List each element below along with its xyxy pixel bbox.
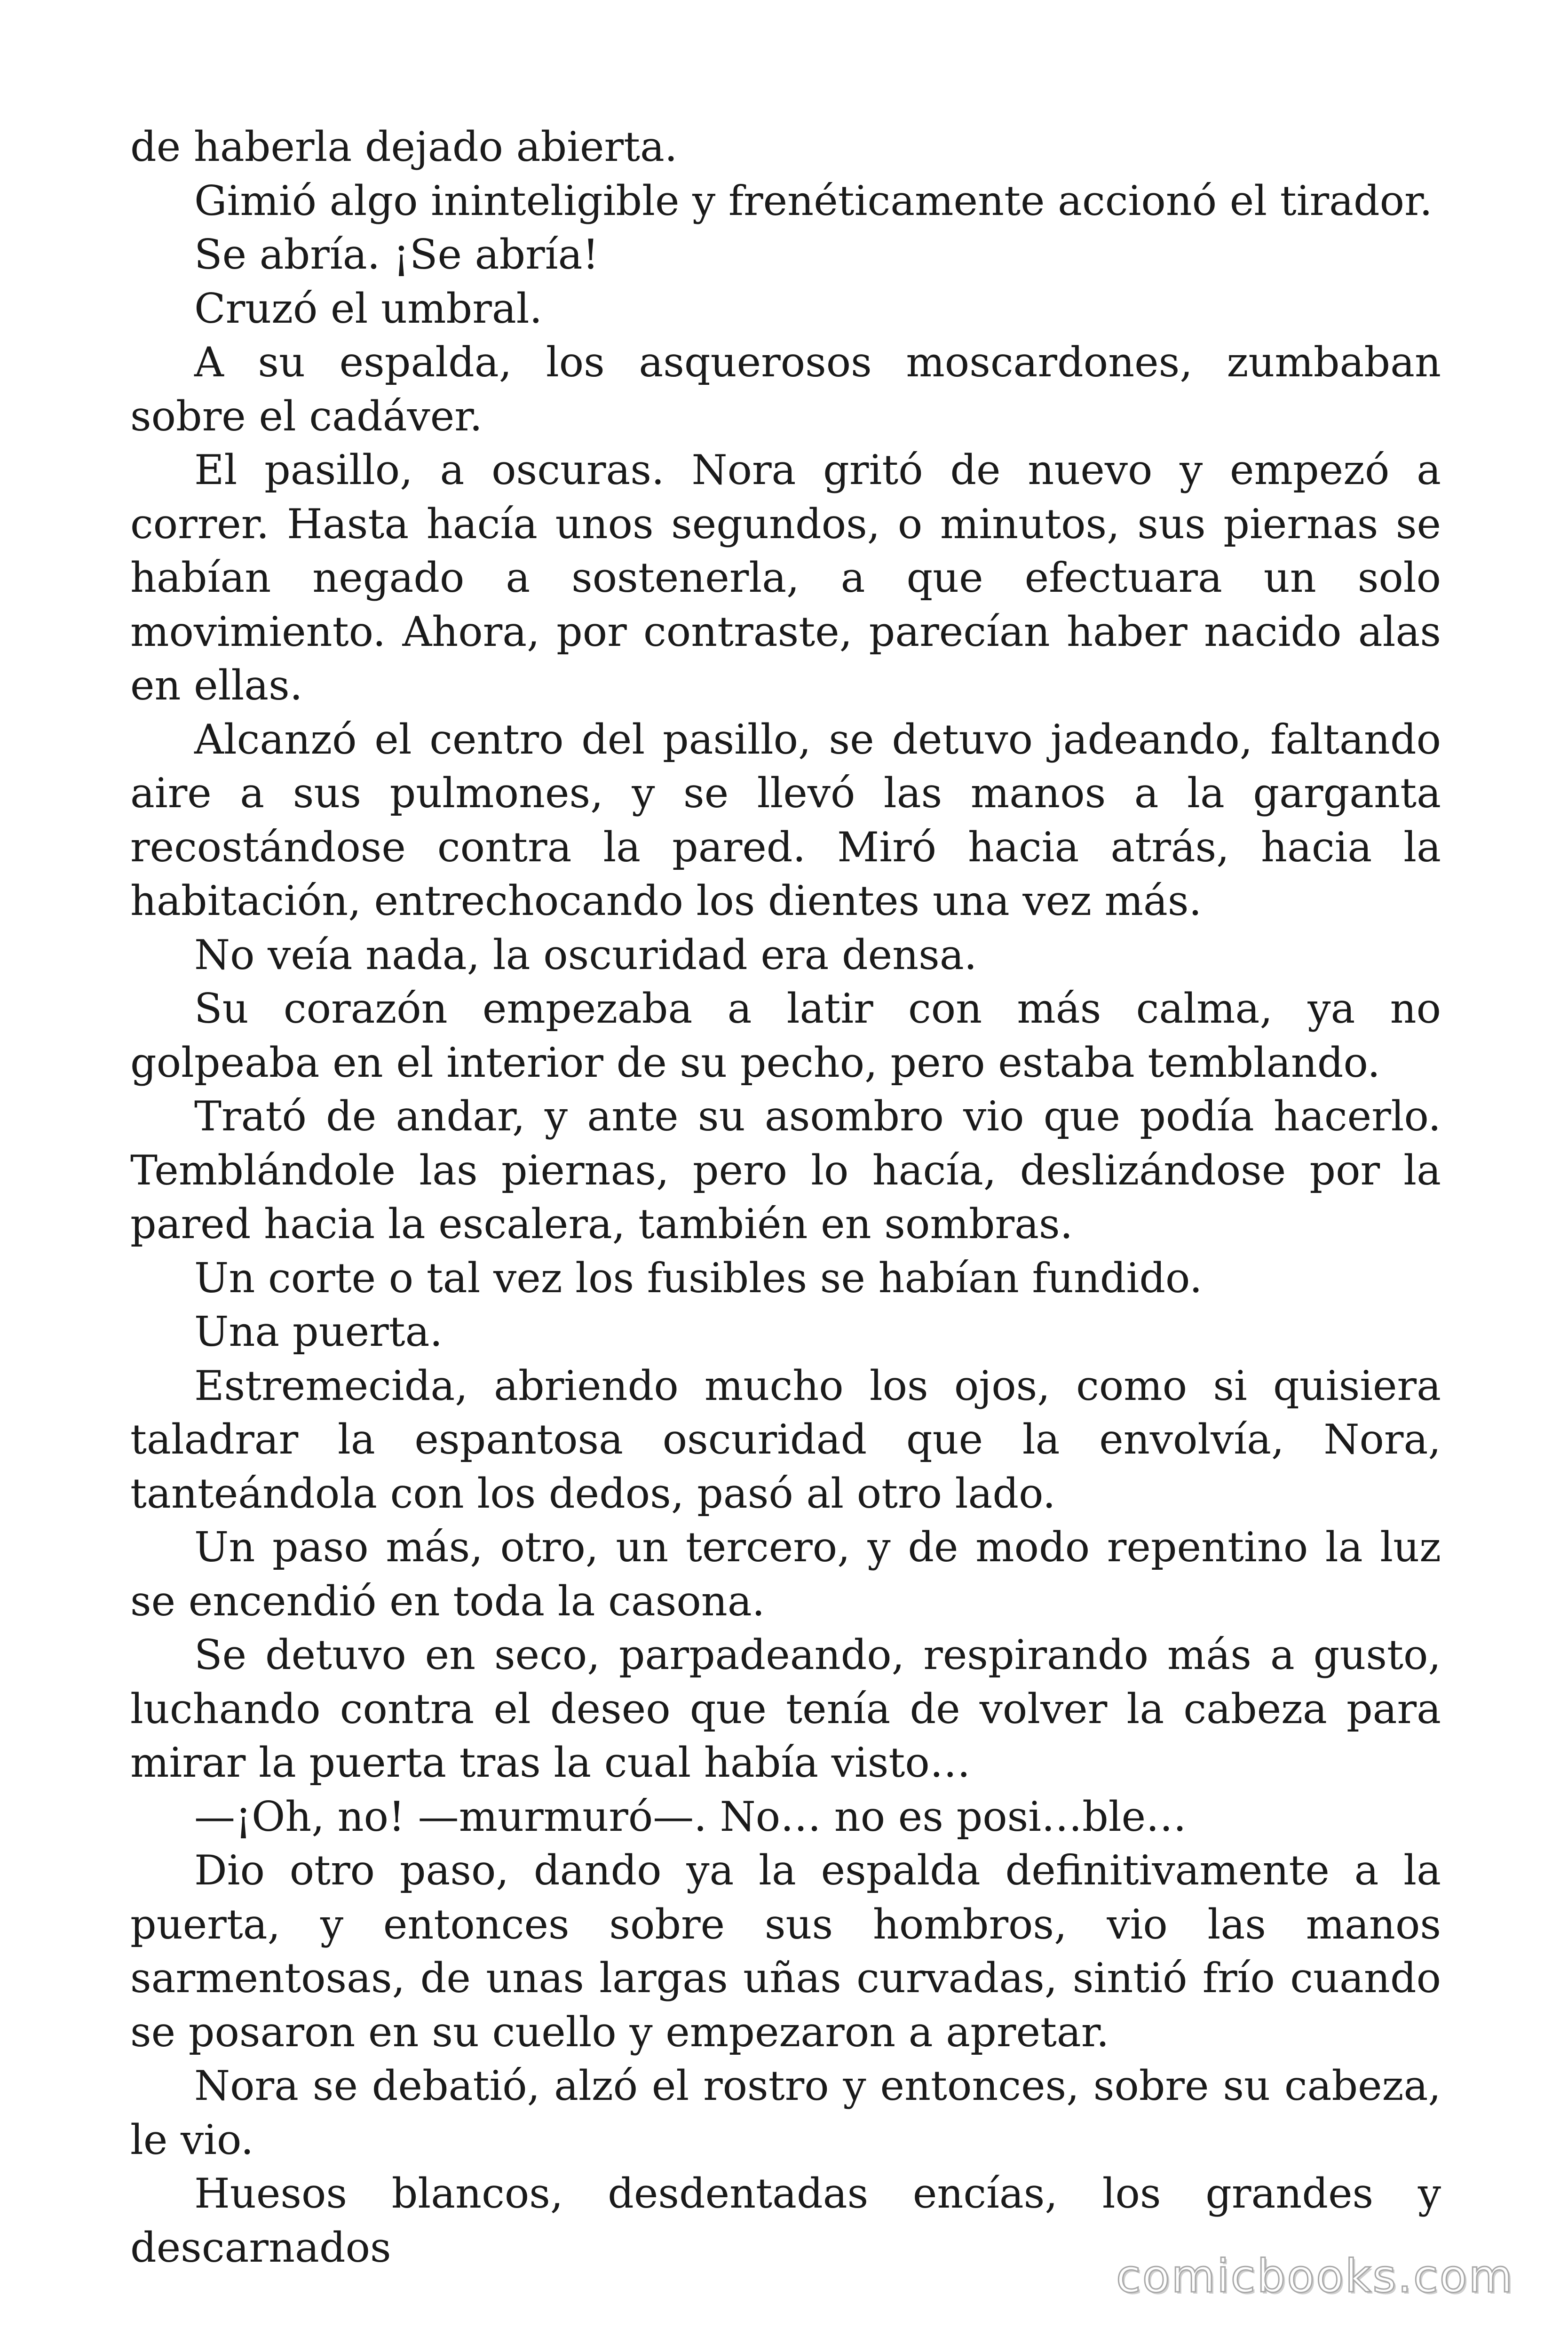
paragraph-4: Cruzó el umbral. bbox=[194, 284, 543, 333]
paragraph-14: Un paso más, otro, un tercero, y de modo repentino la luz se encendió en toda la casona. bbox=[130, 1523, 1441, 1625]
paragraph-9: Su corazón empezaba a latir con más calma, ya no golpeaba en el interior de su pecho, pero estaba temblando. bbox=[130, 985, 1441, 1087]
paragraph-15: Se detuvo en seco, parpadeando, respirando más a gusto, luchando contra el deseo que tenía de volver la cabeza para mirar la puerta tras la cual había visto… bbox=[130, 1631, 1441, 1787]
paragraph-2: Gimió algo ininteligible y frenéticamente accionó el tirador. bbox=[194, 176, 1433, 225]
paragraph-11: Un corte o tal vez los fusibles se habían fundido. bbox=[194, 1254, 1203, 1302]
book-page-text bbox=[130, 120, 1441, 2274]
paragraph-3: Se abría. ¡Se abría! bbox=[194, 230, 599, 278]
paragraph-16: —¡Oh, no! —murmuró—. No… no es posi…ble… bbox=[194, 1792, 1187, 1841]
watermark-text: comicbooks.com bbox=[1116, 2250, 1514, 2303]
paragraph-6: El pasillo, a oscuras. Nora gritó de nuevo y empezó a correr. Hasta hacía unos segundos, o minutos, sus piernas se habían negado a sostenerla, a que efectuara un solo movimiento. Ahora, por contraste, parecían haber nacido alas en ellas. bbox=[130, 446, 1441, 709]
paragraph-17: Dio otro paso, dando ya la espalda definitivamente a la puerta, y entonces sobre sus hombros, vio las manos sarmentosas, de unas largas uñas curvadas, sintió frío cuando se posaron en su cuello y empezaron a apretar. bbox=[130, 1846, 1441, 2056]
paragraph-7: Alcanzó el centro del pasillo, se detuvo jadeando, faltando aire a sus pulmones, y se llevó las manos a la garganta recostándose contra la pared. Miró hacia atrás, hacia la habitación, entrechocando los dientes una vez más. bbox=[130, 715, 1441, 925]
paragraph-18: Nora se debatió, alzó el rostro y entonces, sobre su cabeza, le vio. bbox=[130, 2062, 1441, 2164]
paragraph-1: de haberla dejado abierta. bbox=[130, 123, 678, 171]
paragraph-13: Estremecida, abriendo mucho los ojos, como si quisiera taladrar la espantosa oscuridad que la envolvía, Nora, tanteándola con los dedos, pasó al otro lado. bbox=[130, 1361, 1441, 1518]
paragraph-12: Una puerta. bbox=[194, 1308, 443, 1356]
paragraph-19: Huesos blancos, desdentadas encías, los grandes y descarnados bbox=[130, 2169, 1441, 2272]
paragraph-10: Trató de andar, y ante su asombro vio que podía hacerlo. Temblándole las piernas, pero lo hacía, deslizándose por la pared hacia la escalera, también en sombras. bbox=[130, 1092, 1441, 1248]
paragraph-5: A su espalda, los asquerosos moscardones, zumbaban sobre el cadáver. bbox=[130, 338, 1441, 440]
paragraph-8: No veía nada, la oscuridad era densa. bbox=[194, 930, 977, 979]
